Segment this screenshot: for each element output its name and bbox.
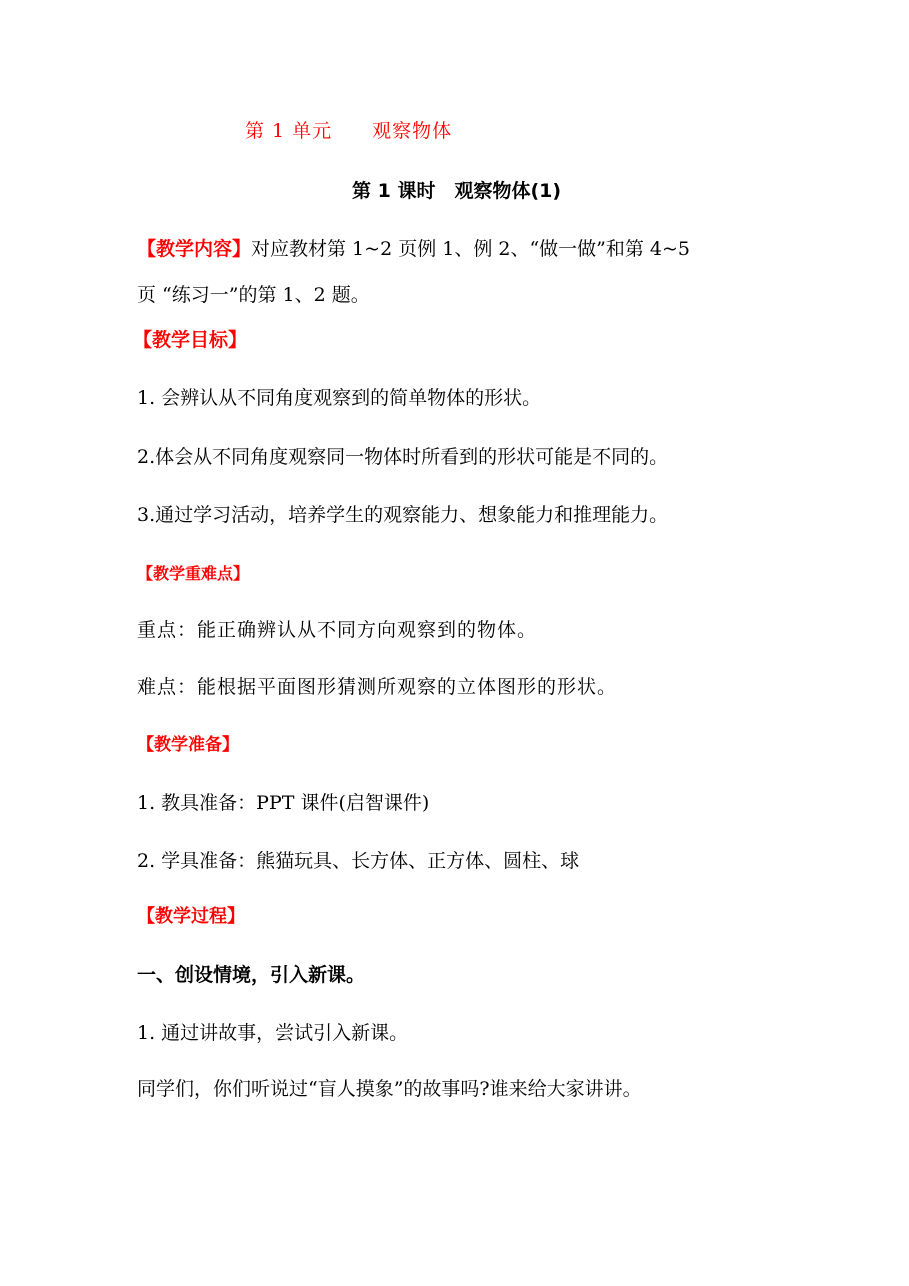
process-item: 同学们，你们听说过“盲人摸象”的故事吗?谁来给大家讲讲。	[137, 1078, 642, 1100]
preparation-item: 1. 教具准备：PPT 课件(启智课件)	[137, 792, 430, 814]
unit-title: 第 1 单元 观察物体	[245, 120, 453, 142]
process-part1-title: 一、创设情境，引入新课。	[137, 964, 366, 986]
process-item: 1. 通过讲故事，尝试引入新课。	[137, 1022, 409, 1044]
content-paragraph	[137, 237, 690, 261]
process-heading: 【教学过程】	[137, 906, 245, 927]
preparation-heading: 【教学准备】	[137, 735, 239, 755]
lesson-title: 第 1 课时 观察物体(1)	[352, 180, 562, 202]
content-heading: 【教学内容】	[137, 238, 252, 260]
key-point-item: 难点：能根据平面图形猜测所观察的立体图形的形状。	[137, 676, 618, 698]
goal-item: 2.体会从不同角度观察同一物体时所看到的形状可能是不同的。	[137, 446, 669, 468]
content-text-line2: 页 “练习一”的第 1、2 题。	[137, 284, 370, 306]
goal-item: 1. 会辨认从不同角度观察到的简单物体的形状。	[137, 387, 542, 409]
preparation-item: 2. 学具准备：熊猫玩具、长方体、正方体、圆柱、球	[137, 850, 580, 872]
content-text: 对应教材第 1~2 页例 1、例 2、“做一做”和第 4~5	[251, 238, 691, 260]
key-point-item: 重点：能正确辨认从不同方向观察到的物体。	[137, 619, 538, 641]
goal-item: 3.通过学习活动，培养学生的观察能力、想象能力和推理能力。	[137, 504, 669, 526]
key-points-heading: 【教学重难点】	[137, 564, 250, 583]
goals-heading: 【教学目标】	[133, 329, 248, 351]
